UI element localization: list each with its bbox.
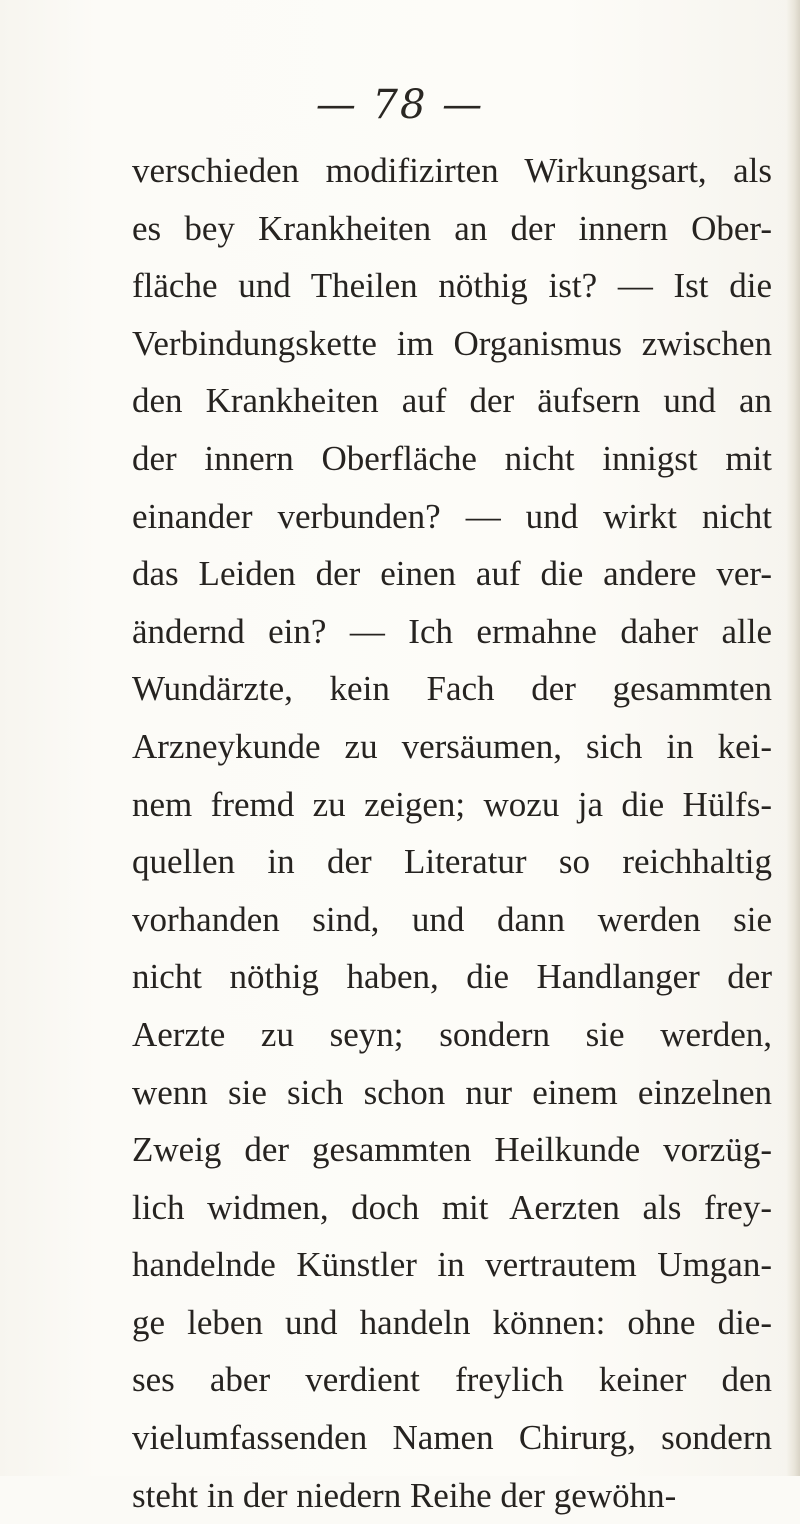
text-line: ge leben und handeln können: ohne die- [132, 1302, 772, 1342]
text-line: das Leiden der einen auf die andere ver- [132, 554, 772, 594]
text-line: der innern Oberfläche nicht innigst mit [132, 438, 772, 478]
text-line: Verbindungskette im Organismus zwischen [132, 323, 772, 363]
text-line: wenn sie sich schon nur einem einzelnen [132, 1072, 772, 1112]
text-line: verschieden modifizirten Wirkungsart, als [132, 151, 772, 190]
text-line: ses aber verdient freylich keiner den [132, 1360, 772, 1400]
text-line: lich widmen, doch mit Aerzten als frey- [132, 1187, 772, 1227]
text-line: steht in der niedern Reihe der gewöhn- [132, 1475, 677, 1515]
text-line: handelnde Künstler in vertrautem Umgan- [132, 1245, 772, 1285]
text-line: Aerzte zu seyn; sondern sie werden, [132, 1014, 772, 1054]
text-line: vorhanden sind, und dann werden sie [132, 899, 772, 939]
body-text [132, 142, 772, 1524]
text-line: fläche und Theilen nöthig ist? — Ist die [132, 266, 772, 306]
text-line: Arzneykunde zu versäumen, sich in kei- [132, 726, 772, 766]
text-line: Zweig der gesammten Heilkunde vorzüg- [132, 1130, 772, 1170]
text-line: einander verbunden? — und wirkt nicht [132, 496, 772, 536]
text-line: den Krankheiten auf der äufsern und an [132, 381, 772, 421]
text-line: ändernd ein? — Ich ermahne daher alle [132, 611, 772, 651]
text-line: vielumfassenden Namen Chirurg, sondern [132, 1418, 772, 1458]
text-line: nem fremd zu zeigen; wozu ja die Hülfs- [132, 784, 772, 824]
text-line: Wundärzte, kein Fach der gesammten [132, 669, 772, 709]
page-edge-shadow [786, 0, 800, 1476]
text-line: nicht nöthig haben, die Handlanger der [132, 957, 772, 997]
text-line: quellen in der Literatur so reichhaltig [132, 842, 772, 882]
page-number-header: — 78 — [315, 82, 485, 128]
text-line: es bey Krankheiten an der innern Ober- [132, 208, 772, 248]
